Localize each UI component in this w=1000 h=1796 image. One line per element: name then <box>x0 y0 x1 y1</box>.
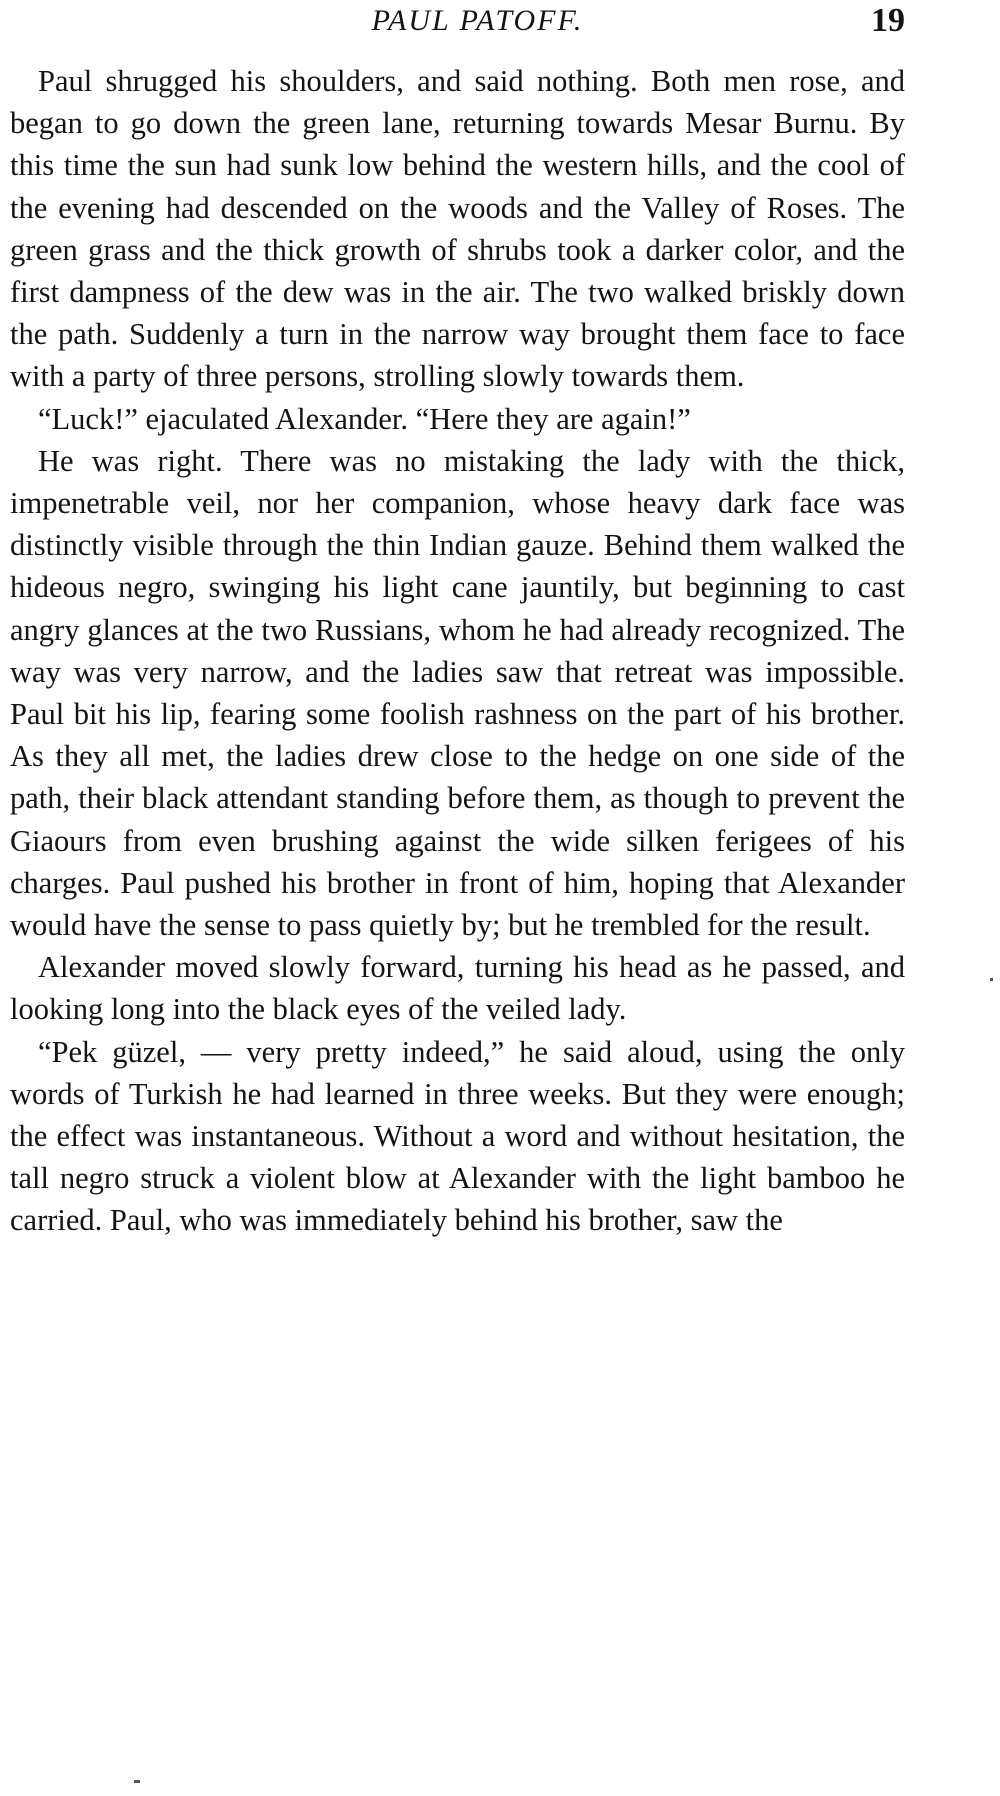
body-text <box>10 60 905 1242</box>
running-header <box>10 0 905 60</box>
scan-speck <box>990 978 993 981</box>
paragraph: Alexander moved slowly forward, turning his head as he passed, and looking long into the black eyes of the veiled lady. <box>10 950 905 1027</box>
paragraph: “Luck!” ejaculated Alexander. “Here they are again!” <box>38 401 691 436</box>
scan-speck <box>134 1780 140 1783</box>
paragraph: “Pek güzel, — very pretty indeed,” he said aloud, using the only words of Turkish he had learned in three weeks. But they were enough; the effect was instantaneous. Without a word and without hesitation, the tall negro struck a violent blow at Alexander with the light bamboo he carried. Paul, who was immediately behind his brother, saw the <box>10 1034 905 1238</box>
paragraph: Paul shrugged his shoulders, and said nothing. Both men rose, and began to go down the green lane, returning towards Mesar Burnu. By this time the sun had sunk low behind the western hills, and the cool of the evening had descended on the woods and the Valley of Roses. The green grass and the thick growth of shrubs took a darker color, and the first dampness of the dew was in the air. The two walked briskly down the path. Suddenly a turn in the narrow way brought them face to face with a party of three persons, strolling slowly towards them. <box>10 64 905 394</box>
running-title: PAUL PATOFF. <box>371 4 584 37</box>
page-number: 19 <box>871 2 905 39</box>
book-page <box>10 0 905 1242</box>
paragraph: He was right. There was no mistaking the lady with the thick, impenetrable veil, nor her companion, whose heavy dark face was distinctly visible through the thin Indian gauze. Behind them walked the hideous negro, swinging his light cane jauntily, but beginning to cast angry glances at the two Russians, whom he had already recognized. The way was very narrow, and the ladies saw that retreat was impossible. Paul bit his lip, fearing some foolish rashness on the part of his brother. As they all met, the ladies drew close to the hedge on one side of the path, their black attendant standing before them, as though to prevent the Giaours from even brushing against the wide silken ferigees of his charges. Paul pushed his brother in front of him, hoping that Alexander would have the sense to pass quietly by; but he trembled for the result. <box>10 443 905 943</box>
